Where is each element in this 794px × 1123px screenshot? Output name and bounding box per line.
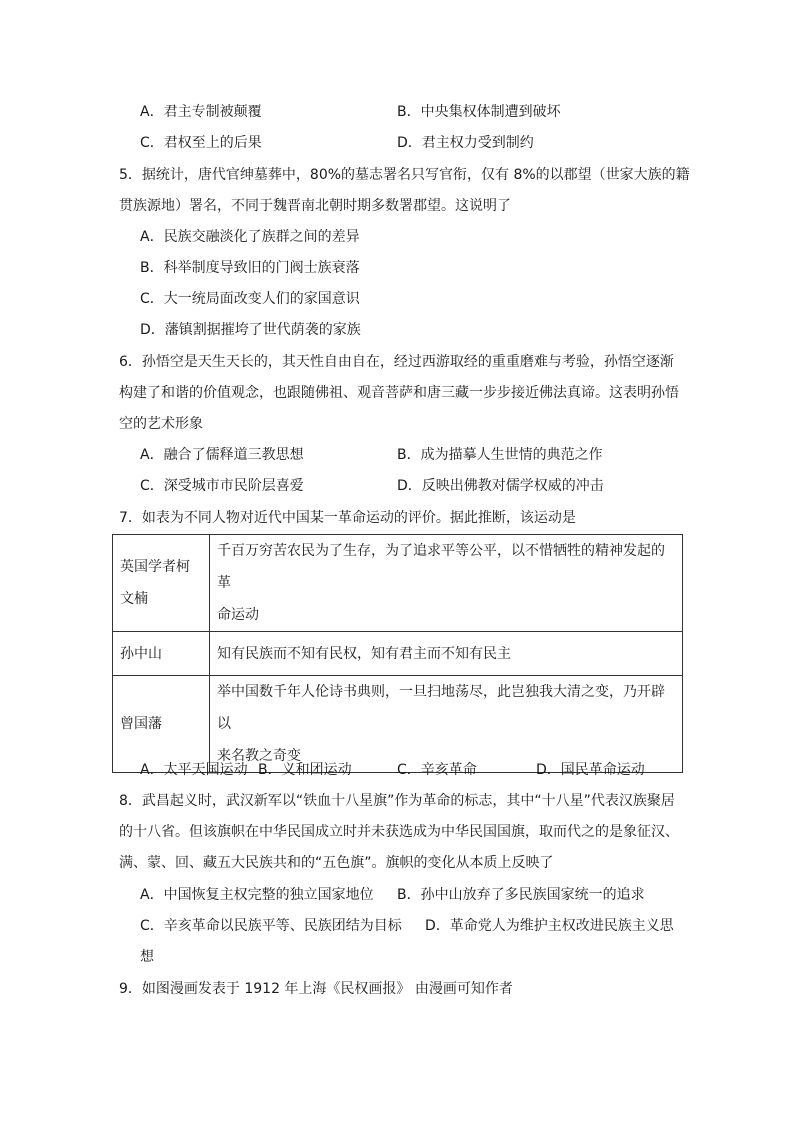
table-row <box>113 632 683 676</box>
table-cell-person <box>113 535 210 632</box>
q4-option-d: D．君主权力受到制约 <box>397 135 534 151</box>
q6-stem-line-1: 6．孙悟空是天生天长的，其天性自由自在，经过西游取经的重重磨难与考验，孙悟空逐渐 <box>119 354 674 370</box>
person-line: 曾国藩 <box>120 716 162 732</box>
q6-option-c: C．深受城市市民阶层喜爱 <box>140 478 304 494</box>
q7-evaluation-table <box>112 534 683 773</box>
table-cell-comment <box>210 676 683 773</box>
q6-option-a: A．融合了儒释道三教思想 <box>140 447 304 463</box>
table-cell-person <box>113 632 210 676</box>
q5-option-a: A．民族交融淡化了族群之间的差异 <box>140 229 360 245</box>
comment-line: 来名教之奇变 <box>217 748 301 764</box>
q8-option-d-continued: 想 <box>140 949 154 965</box>
q5-option-b: B．科举制度导致旧的门阀士族衰落 <box>140 260 360 276</box>
q8-stem-line-1: 8．武昌起义时，武汉新军以“铁血十八星旗”作为革命的标志，其中“十八星”代表汉族聚居 <box>119 793 675 809</box>
q6-option-d: D．反映出佛教对儒学权威的冲击 <box>397 478 604 494</box>
q7-option-c: C．辛亥革命 <box>397 762 477 778</box>
person-line: 孙中山 <box>120 645 162 662</box>
q6-option-b: B．成为描摹人生世情的典范之作 <box>397 447 603 463</box>
q8-stem-line-2: 的十八省。但该旗帜在中华民国成立时并未获选成为中华民国国旗，取而代之的是象征汉、 <box>119 824 679 840</box>
table-cell-comment <box>210 632 683 676</box>
table-row <box>113 535 683 632</box>
q4-option-c: C．君权至上的后果 <box>140 135 262 151</box>
table-cell-comment <box>210 535 683 632</box>
q7-option-b: B．义和团运动 <box>258 762 352 778</box>
q7-option-a: A．太平天国运动 <box>140 762 248 778</box>
q6-stem-line-3: 空的艺术形象 <box>119 416 203 432</box>
q5-stem-line-2: 贯族源地）署名，不同于魏晋南北朝时期多数署郡望。这说明了 <box>119 198 511 214</box>
person-line: 文楠 <box>120 591 148 607</box>
person-line: 英国学者柯 <box>120 559 190 575</box>
q4-option-a: A．君主专制被颠覆 <box>140 104 262 120</box>
q8-option-a: A．中国恢复主权完整的独立国家地位 <box>140 887 374 903</box>
comment-line: 举中国数千年人伦诗书典则，一旦扫地荡尽，此岂独我大清之变，乃开辟以 <box>217 684 665 732</box>
q8-option-d: D．革命党人为维护主权改进民族主义思 <box>425 918 674 934</box>
q8-option-b: B．孙中山放弃了多民族国家统一的追求 <box>397 887 645 903</box>
q5-stem-line-1: 5．据统计，唐代官绅墓葬中，80%的墓志署名只写官衔，仅有 8%的以郡望（世家大族的籍 <box>119 167 690 183</box>
q5-option-d: D．藩镇割据摧垮了世代荫袭的家族 <box>140 322 361 338</box>
q8-option-c: C．辛亥革命以民族平等、民族团结为目标 <box>140 918 402 934</box>
q7-option-d: D．国民革命运动 <box>536 762 645 778</box>
comment-line: 知有民族而不知有民权，知有君主而不知有民主 <box>217 645 511 662</box>
q5-option-c: C．大一统局面改变人们的家国意识 <box>140 291 360 307</box>
comment-line: 千百万穷苦农民为了生存，为了追求平等公平，以不惜牺牲的精神发起的革 <box>217 543 665 591</box>
table-row <box>113 676 683 773</box>
q7-stem: 7．如表为不同人物对近代中国某一革命运动的评价。据此推断，该运动是 <box>119 510 576 526</box>
q6-stem-line-2: 构建了和谐的价值观念，也跟随佛祖、观音菩萨和唐三藏一步步接近佛法真谛。这表明孙悟 <box>119 385 679 401</box>
q9-stem: 9．如图漫画发表于 1912 年上海《民权画报》 由漫画可知作者 <box>119 981 513 997</box>
comment-line: 命运动 <box>217 607 259 623</box>
q4-option-b: B．中央集权体制遭到破坏 <box>397 104 561 120</box>
q8-stem-line-3: 满、蒙、回、藏五大民族共和的“五色旗”。旗帜的变化从本质上反映了 <box>119 855 554 871</box>
table-cell-person <box>113 676 210 773</box>
